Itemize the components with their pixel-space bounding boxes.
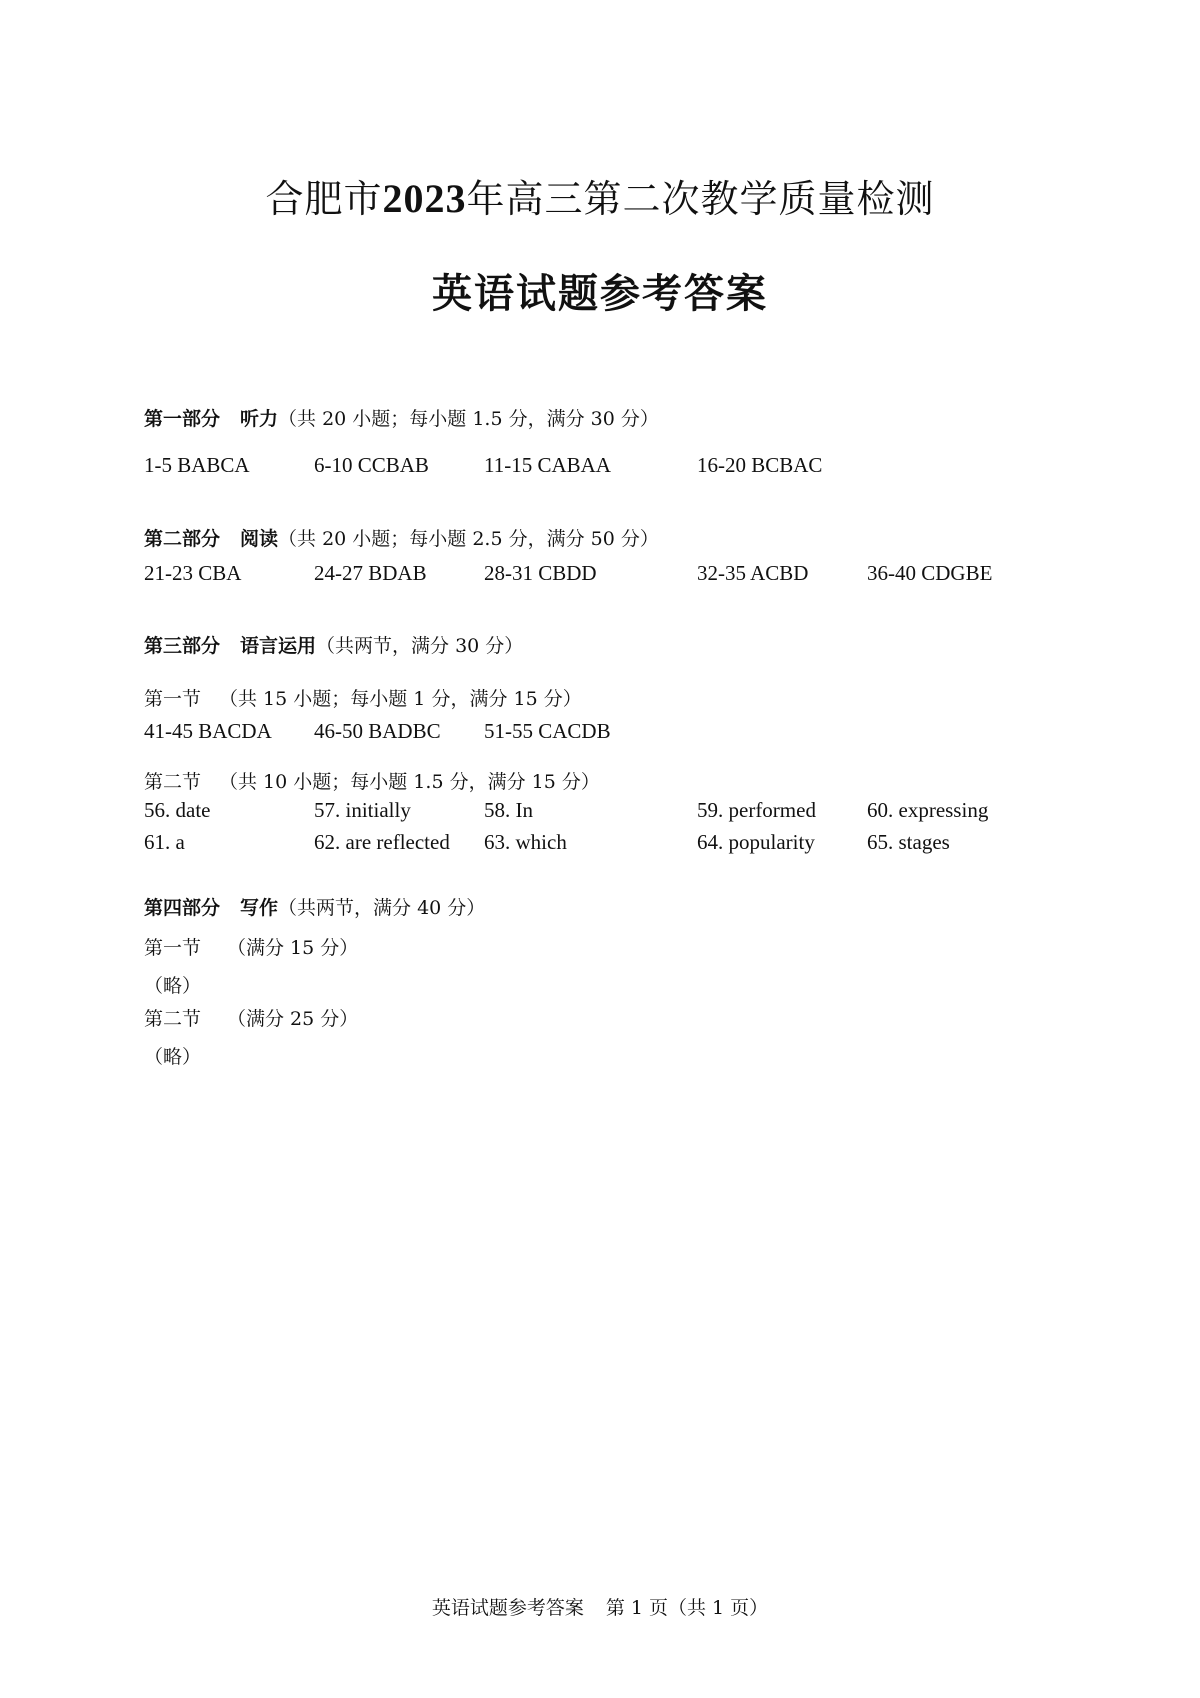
answer-group: 16-20 BCBAC bbox=[697, 453, 823, 477]
section-label: 第二节 bbox=[144, 1008, 202, 1030]
answer-group: 6-10 CCBAB bbox=[314, 453, 429, 477]
part-3-section-2-heading bbox=[144, 767, 600, 794]
answer-group: 21-23 CBA bbox=[144, 561, 242, 585]
answer-group: 46-50 BADBC bbox=[314, 719, 441, 743]
part-name: 语言运用 bbox=[240, 635, 317, 657]
footer-doc-name: 英语试题参考答案 bbox=[431, 1597, 584, 1619]
section-desc: （满分 25 分） bbox=[227, 1008, 359, 1030]
answer-item: 59. performed bbox=[697, 798, 816, 822]
part-name: 阅读 bbox=[240, 528, 279, 550]
omitted-note: （略） bbox=[144, 1046, 202, 1068]
part-1-heading bbox=[144, 404, 659, 431]
title-suffix: 年高三第二次教学质量检测 bbox=[466, 177, 935, 221]
part-desc: （共两节，满分 40 分） bbox=[278, 897, 486, 919]
answer-item: 60. expressing bbox=[867, 798, 989, 822]
answer-item: 56. date bbox=[144, 798, 211, 822]
answer-group: 51-55 CACDB bbox=[484, 719, 611, 743]
part-label: 第三部分 bbox=[144, 635, 221, 657]
document-title bbox=[0, 168, 1200, 223]
section-desc: （共 15 小题；每小题 1 分，满分 15 分） bbox=[219, 688, 582, 710]
part-3-section-1-heading bbox=[144, 684, 582, 711]
footer-page-info: 第 1 页（共 1 页） bbox=[605, 1597, 769, 1619]
part-name: 听力 bbox=[240, 408, 279, 430]
part-desc: （共 20 小题；每小题 2.5 分，满分 50 分） bbox=[278, 528, 659, 550]
part-4-section-2-heading bbox=[144, 1004, 358, 1031]
part-4-heading bbox=[144, 893, 485, 920]
omitted-note: （略） bbox=[144, 975, 202, 997]
answer-item: 64. popularity bbox=[697, 830, 815, 854]
section-desc: （满分 15 分） bbox=[227, 937, 359, 959]
section-label: 第二节 bbox=[144, 771, 202, 793]
answer-item: 57. initially bbox=[314, 798, 411, 822]
part-3-heading bbox=[144, 631, 523, 658]
answer-item: 63. which bbox=[484, 830, 567, 854]
answer-item: 65. stages bbox=[867, 830, 950, 854]
answer-group: 32-35 ACBD bbox=[697, 561, 809, 585]
part-2-heading bbox=[144, 524, 659, 551]
answer-group: 11-15 CABAA bbox=[484, 453, 611, 477]
answer-item: 61. a bbox=[144, 830, 185, 854]
page-footer bbox=[0, 1593, 1200, 1620]
title-year: 2023 bbox=[382, 176, 467, 221]
part-label: 第二部分 bbox=[144, 528, 221, 550]
answer-group: 24-27 BDAB bbox=[314, 561, 427, 585]
part-desc: （共 20 小题；每小题 1.5 分，满分 30 分） bbox=[278, 408, 659, 430]
part-name: 写作 bbox=[240, 897, 279, 919]
part-label: 第四部分 bbox=[144, 897, 221, 919]
part-4-section-1-heading bbox=[144, 933, 358, 960]
part-desc: （共两节，满分 30 分） bbox=[316, 635, 524, 657]
answer-item: 62. are reflected bbox=[314, 830, 450, 854]
section-label: 第一节 bbox=[144, 937, 202, 959]
section-label: 第一节 bbox=[144, 688, 202, 710]
answer-group: 28-31 CBDD bbox=[484, 561, 597, 585]
section-desc: （共 10 小题；每小题 1.5 分，满分 15 分） bbox=[219, 771, 600, 793]
answer-group: 36-40 CDGBE bbox=[867, 561, 993, 585]
title-prefix: 合肥市 bbox=[265, 177, 383, 221]
answer-group: 41-45 BACDA bbox=[144, 719, 272, 743]
answer-group: 1-5 BABCA bbox=[144, 453, 250, 477]
answer-item: 58. In bbox=[484, 798, 533, 822]
part-label: 第一部分 bbox=[144, 408, 221, 430]
document-subtitle: 英语试题参考答案 bbox=[432, 270, 768, 317]
